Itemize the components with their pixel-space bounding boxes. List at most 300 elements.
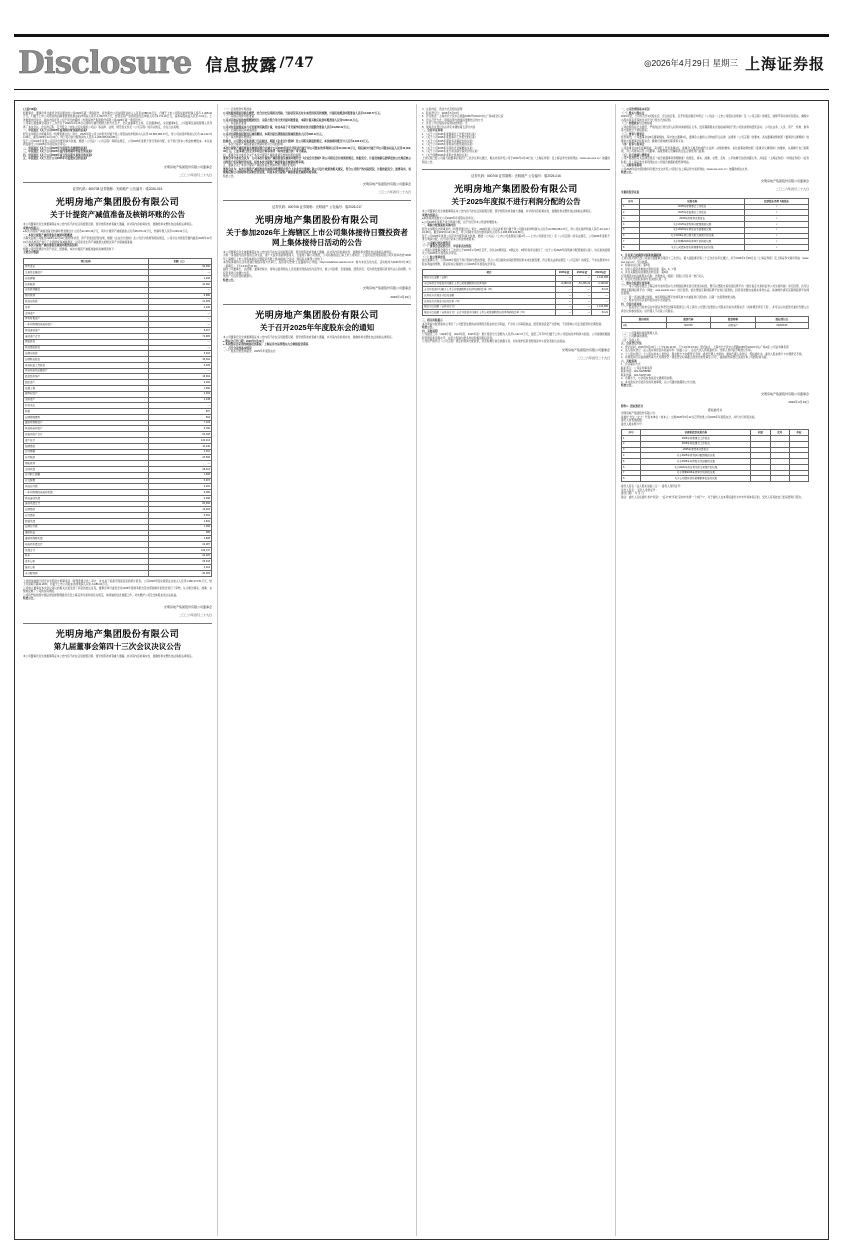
table-cell: 关于2025年度利润分配预案的议案	[640, 221, 745, 227]
table-cell: 2,106.80	[592, 281, 610, 287]
paragraph: （五）信息披露与透明度	[621, 153, 650, 157]
table-cell: 25,418	[148, 559, 211, 565]
paragraph: （二）独立董事意见	[422, 255, 446, 259]
table-cell: 7,102	[148, 420, 211, 426]
paragraph: 4、股权登记日：2026年5月15日	[422, 111, 460, 115]
paragraph: 2、《关于公司2025年度监事会工作报告的议案》	[422, 136, 478, 139]
announcement-title: 光明房地产集团股份有限公司	[255, 214, 379, 225]
table-cell: 预付款项	[24, 293, 149, 299]
paragraph: 一、公司治理的基本状况	[621, 108, 650, 111]
paragraph: 6、《关于公司2026年度日常关联交易预计的议案》	[422, 150, 480, 153]
paragraph: （四）监事与监事会	[621, 143, 645, 146]
paragraph: 公司最近三年（2023年度、2024年度、2025年度）累计现金分红金额为人民币1,142.37万元，最近三年年均归属于上市公司股东的净利润为负值。公司将继续根据经营情况和盈利水平，在符合利润分配条件时积极回报投资者。	[422, 333, 610, 340]
table-cell: √	[745, 216, 809, 222]
table-cell: 3,012	[148, 449, 211, 455]
table-header-cell: 股票简称	[711, 317, 756, 323]
paragraph: （四）长期股权投资减值准备	[223, 129, 257, 132]
table-cell: 使用权资产	[24, 391, 149, 397]
paragraph: 光明房地产集团股份有限公司：	[621, 412, 658, 416]
table-cell: 2025年度董事会工作报告	[641, 436, 751, 442]
table-cell: 1,806	[148, 472, 211, 478]
table-cell: —	[573, 304, 592, 310]
bullet: （一）股东会类型和届次：2025年年度股东会	[223, 350, 276, 354]
table-cell: 5,004	[148, 513, 211, 519]
paragraph: 联系传真：021-62257100	[621, 373, 651, 377]
announcement-subtitle: 关于计提资产减值准备及核销坏账的公告	[50, 210, 185, 220]
table-cell: 6,202	[148, 484, 211, 490]
disclaimer: 本公司董事会及全体董事保证本公告内容不存在任何虚假记载、误导性陈述或者重大遗漏，并对其内容的真实性、准确性和完整性依法承担法律责任。	[223, 336, 395, 340]
table-header-cell: 2024年度	[573, 270, 592, 276]
table-header-cell: 股票代码	[666, 317, 711, 323]
divider	[223, 200, 411, 201]
disclaimer: 本公司董事会及全体董事保证本公告内容不存在任何虚假记载、误导性陈述或者重大遗漏，并对其内容的真实性、准确性和完整性依法承担法律责任。	[223, 250, 395, 254]
paragraph: 特此公告。	[621, 171, 634, 174]
table-cell: 长期待摊费用	[24, 414, 149, 420]
paragraph: 三、审议通过《关于公司2025年度内部控制评价报告的议案》	[23, 150, 94, 153]
table-header-cell: 投票股东类型 A股股东	[745, 198, 809, 204]
column-4	[615, 104, 814, 1236]
paragraph: 2、特别决议议案：第7项	[621, 264, 650, 268]
table-cell: —	[573, 298, 592, 304]
table-cell: 54.22	[592, 287, 610, 293]
table-cell: -30,383	[148, 571, 211, 577]
table-cell: √	[745, 210, 809, 216]
paragraph: 4、异地股东可以信函或传真方式办理登记（须在登记时间截止前送达或传真至公司），信函或传真登记以抵达本公司的时间为准。	[621, 356, 769, 360]
table-header-cell: 2025年度	[556, 270, 573, 276]
table-cell: 其他非流动资产	[24, 426, 149, 432]
signature: 光明房地产集团股份有限公司董事会	[362, 286, 411, 291]
bullet: ● 股东会召开日期：2026年5月22日	[223, 339, 264, 343]
signature: 光明房地产集团股份有限公司董事会	[760, 178, 809, 183]
attachment-heading: 附件1：授权委托书	[621, 404, 644, 408]
table-cell: 6	[622, 233, 640, 239]
paragraph: 4、涉及关联股东回避表决的议案：第6项	[621, 271, 668, 275]
table-cell: 106,747	[148, 547, 211, 553]
paragraph: 2、会期半天，与会股东食宿及交通费用自理。	[621, 377, 675, 381]
paragraph: 公司第九届董事会第四十三次会议于2026年4月28日以现场与通讯相结合的方式召开，会议由董事长主持，应到董事9名，实到董事9名，公司监事及高级管理人员列席了本次会议。会议的召集、召开符合《中华人民共和国公司法》等法律、法规、规范性文件及《公司章程》的有关规定，会议合法有效。	[23, 122, 212, 129]
table-cell: —	[148, 316, 211, 322]
paragraph: （三）股东对所有议案均表决完毕才能提交。	[621, 299, 673, 303]
table-cell: 未分配利润	[24, 571, 149, 577]
paragraph: 二、本次计提资产减值准备及核销坏账情况说明	[23, 244, 78, 248]
table-cell: 股本	[24, 553, 149, 559]
paragraph: （一）股东与股东会	[621, 111, 645, 115]
paragraph: 6、会议召开方式：现场投票与网络投票相结合的方式	[422, 118, 484, 122]
paragraph: ●本次计提资产减值准备及核销坏账金额合计人民币42,309.46万元，其中计提资产减值准备人民币38,970.22万元，核销坏账人民币3,339.24万元。	[23, 230, 191, 234]
table-cell: 5,160	[148, 426, 211, 432]
table-cell: 非流动资产合计	[24, 432, 149, 438]
table-cell: 12,003	[148, 507, 211, 513]
paragraph: 董事会认为：本次计提资产减值准备及核销坏账遵照并符合《企业会计准则》和公司会计政策的相关规定，符合公司资产的实际情况，计提依据充分，能够真实、客观地反映公司的财务状况和经营成果，同意本次计提资产减值准备及核销坏账事项。	[223, 167, 411, 174]
table-header-cell: 项目	[423, 270, 556, 276]
column-2	[217, 104, 416, 1236]
paragraph: 特此公告。	[23, 597, 36, 601]
paragraph: 上述议案已经公司第九届董事会第四十三次会议审议通过，相关内容详见公司于2026年4月29日在《上海证券报》及上海证券交易所网站（www.sse.com.cn）披露的相关公告。	[422, 157, 610, 164]
table-cell: 长期借款	[24, 507, 149, 513]
paragraph: 备注：委托人应在委托书中"同意"、"反对"或"弃权"意向中选择一个并打"√"，对于委托人在本授权委托书中未作具体指示的，受托人有权按自己的意愿进行表决。	[621, 495, 804, 499]
table-cell: 关于公司债券受托管理事务报告的议案	[640, 245, 745, 251]
table-cell: —	[592, 298, 610, 304]
table-cell: 关于2025年年度报告及摘要的议案	[640, 227, 745, 233]
paragraph: 经安永华明会计师事务所（特殊普通合伙）审计，2025年度公司合并报表归属于母公司股东的净利润为人民币-62,860,384.37元，母公司实现净利润人民币-32,132,724.28元，截至2025年12月31日，母公司可供分配利润为人民币-1,208,305,944.86元。	[23, 132, 212, 139]
divider	[223, 304, 411, 305]
table-cell: 2025年度董事会工作报告	[640, 204, 745, 210]
paragraph: 3、个人股东登记：个人股东持本人身份证、股东账户卡办理登记手续；委托代理人出席的，须持代理人身份证、授权委托书、委托人股东账户卡办理登记手续。	[621, 352, 805, 356]
table-cell: 现金分红总额（含其他方式）	[423, 304, 556, 310]
table-cell: 流动资产合计	[24, 333, 149, 339]
table-cell: √	[745, 227, 809, 233]
table-cell: 商誉	[24, 409, 149, 415]
table-cell: 递延所得税负债	[24, 536, 149, 542]
column-container	[18, 104, 825, 1236]
table-cell: A股	[622, 323, 667, 329]
table-cell: 合同负债	[24, 466, 149, 472]
paragraph: 特此公告。	[621, 384, 634, 388]
paragraph: 特此公告。	[223, 174, 236, 178]
table-cell: 递延收益	[24, 530, 149, 536]
table-cell: 短期借款	[24, 443, 149, 449]
table-cell: 45,610	[148, 357, 211, 363]
financial-data-table	[23, 258, 212, 577]
paragraph: 公司对长期股权投资进行减值测试，本期计提长期股权投资减值准备人民币298.12万元。	[223, 132, 325, 136]
table-header-cell: 非累积投票议案名称	[641, 430, 751, 436]
table-cell: 光明地产	[711, 323, 756, 329]
paragraph: 公司将严格执行《公司章程》规定的利润分配政策，并及时履行信息披露义务，切实保护投资者特别是中小投资者的合法权益。	[422, 340, 568, 344]
table-cell: 1,060	[148, 524, 211, 530]
table-cell: 1,660	[148, 386, 211, 392]
paragraph: 应回避表决的关联股东名称：光明食品（集团）有限公司及其一致行动人	[621, 274, 704, 278]
signature-date: 2026年4月29日	[390, 294, 411, 299]
table-cell: 以其他方式现金分红的比率（%）	[423, 298, 556, 304]
table-cell: 1,208	[148, 276, 211, 282]
table-cell: 28,613	[148, 466, 211, 472]
table-cell: 4	[622, 221, 640, 227]
table-cell: 7	[622, 239, 640, 245]
table-cell: 6	[622, 464, 641, 470]
table-cell	[751, 476, 770, 482]
table-cell: 盈余公积	[24, 565, 149, 571]
table-cell: 应付职工薪酬	[24, 472, 149, 478]
paragraph: 兹委托 先生（女士）代表本单位（或本人）出席2026年5月22日召开的贵公司2025年年度股东会，并代为行使表决权。	[621, 415, 757, 419]
paragraph: 五、审议通过《关于召开公司2025年年度股东会的议案》	[23, 157, 89, 160]
table-cell: —	[148, 345, 211, 351]
paragraph: 委托日期： 年 月 日	[621, 492, 644, 496]
announcement-title: 光明房地产集团股份有限公司	[55, 197, 180, 208]
table-cell: 合同资产	[24, 310, 149, 316]
table-cell: 交易性金融资产	[24, 270, 149, 276]
paragraph: 四、董事会审计委员会关于本次计提资产减值准备及核销坏账的说明	[223, 153, 301, 157]
table-cell: 8	[622, 245, 640, 251]
paragraph: 委托人股东账户号：	[621, 422, 645, 426]
paragraph: 公司控股股东行为规范，严格依法行使出资人权利并承担相应义务，没有超越股东会直接或间接干预公司的决策和经营活动。公司在业务、人员、资产、机构、财务等方面独立于控股股东。	[621, 125, 809, 132]
paragraph: 重要内容提示：	[422, 213, 441, 217]
table-cell: 62,308	[148, 432, 211, 438]
paragraph: （三）董事与董事会	[621, 132, 645, 136]
table-cell: 62,450	[148, 264, 211, 270]
table-cell: 资本公积	[24, 559, 149, 565]
paragraph: 三、本次计提资产减值准备及核销坏账对公司的影响	[223, 143, 283, 146]
table-cell: 关于2026年度日常关联交易预计的议案	[641, 464, 751, 470]
table-cell: 5,018	[148, 351, 211, 357]
table-cell: —	[148, 339, 211, 345]
paragraph: 为真实反映公司截至2025年12月31日的财务状况、资产价值及经营成果，根据《企业会计准则》及公司会计政策等相关规定，公司对合并报表范围内截至2025年12月31日的各类资产进行了全面清查和减值测试，对可能发生资产减值损失的相关资产计提减值准备。	[23, 237, 212, 244]
table-cell: 71,905	[148, 333, 211, 339]
table-cell: 8	[622, 476, 641, 482]
table-header-cell: 弃权	[789, 430, 808, 436]
paragraph: 公司按照预期信用损失模型，结合历史信用损失经验、当前状况以及对未来经济状况的预测，计提应收账款坏账准备人民币13,208.77万元。	[223, 111, 383, 115]
table-caption: 主要会计数据	[23, 251, 39, 255]
table-cell: 10,440	[148, 443, 211, 449]
table-cell: 应付债券	[24, 513, 149, 519]
table-cell: 货币资金	[24, 264, 149, 270]
paragraph: 1、《关于公司2025年度董事会工作报告的议案》	[422, 132, 478, 136]
paragraph: 为进一步加强与投资者的互动交流，使广大投资者能够更深入、全面地了解公司情况，公司将参加由上海上市公司协会、上证所信息网络有限公司共同举办的"2026年上海辖区上市公司集体接待日暨投资者网上集体接待日"活动，现将有关事项公告如下：	[223, 254, 411, 261]
paragraph: （一）应收账款坏账准备	[223, 108, 252, 111]
table-cell: 44,063	[148, 281, 211, 287]
table-cell: 1,832	[148, 518, 211, 524]
table-cell: 流动负债合计	[24, 501, 149, 507]
table-cell: 2026/5/15	[755, 323, 808, 329]
paragraph: 独立董事认为，公司2025年度拟不进行利润分配的预案，符合公司目前的实际经营情况和未来发展需要，符合相关法律法规及《公司章程》的规定，不存在损害中小股东利益的情形，同意将该议案提交公司2025年年度股东会审议。	[422, 259, 610, 266]
paragraph: 上述财务数据已经安永华明会计师事务所（特殊普通合伙）审计，并出具了标准无保留意见的审计报告。公司2025年度实现营业总收入人民币1,380,172.51万元，较上年同期下降11.26%；归属于上市公司股东的净利润人民币-6,286.04万元。	[23, 579, 212, 587]
paragraph: （一）本公司股东通过上海证券交易所股东大会网络投票系统行使表决权的，既可以登陆交易系统投票平台（通过指定交易的证券公司交易终端）进行投票，也可以登陆互联网投票平台（网址：vote.sseinfo.com）进行投票。首次登陆互联网投票平台进行投票的，投资者需要完成股东身份认证。具体操作请见互联网投票平台网站说明。	[621, 285, 809, 296]
paragraph: （二）控股股东与上市公司	[621, 122, 653, 125]
table-row	[423, 310, 610, 316]
announcement-meta: 证券代码：600708 证券简称：光明地产 公告编号：临2026-015	[72, 187, 163, 192]
table-cell: 1,138	[148, 397, 211, 403]
continuation-note: (上接746版)	[23, 108, 37, 111]
paragraph: 一、本次计提资产减值准备及核销坏账概述	[23, 233, 73, 237]
announcement-meta: 证券代码：600708 证券简称：光明地产 公告编号：临2026-017	[272, 204, 362, 209]
table-cell: 投资性房地产	[24, 374, 149, 380]
table-cell: 债权投资	[24, 339, 149, 345]
table-header-cell: 2023年度	[592, 270, 610, 276]
disclaimer: 本公司董事会及全体董事保证本公告内容不存在任何虚假记载、误导性陈述或者重大遗漏，并对其内容的真实性、准确性和完整性依法承担法律责任。	[23, 223, 195, 227]
table-cell: 1,808	[148, 536, 211, 542]
table-cell: 现金分红总额（含其他方式）占合并报表中归属于上市公司普通股股东的净利润的比率（%）	[423, 310, 556, 316]
paragraph: 经安永华明会计师事务所（特殊普通合伙）审计，2025年度公司合并报表归属于母公司股东的净利润为人民币-62,860,384.37元，母公司实现净利润人民币-32,132,724.28元。截至2025年12月31日，母公司期末可供分配利润为人民币-1,208,305,944.86元。	[422, 227, 610, 234]
paragraph: 六、其他事项	[621, 359, 637, 363]
table-cell: 应付票据	[24, 449, 149, 455]
masthead-right-group	[644, 53, 829, 74]
table-cell: √	[745, 233, 809, 239]
paragraph: 委托人持普通股数：	[621, 419, 645, 423]
signature-date: 2026年4月29日	[788, 400, 809, 405]
bullet: ● 本次股东会采用的网络投票系统：上海证券交易所股东大会网络投票系统	[223, 343, 309, 347]
signature-date: 二〇二六年四月二十九日	[178, 172, 212, 177]
table-cell: 3	[622, 447, 641, 453]
table-cell: 22,087	[148, 542, 211, 548]
signature-date: 二〇二六年四月二十九日	[178, 613, 212, 618]
paragraph: （五）本次核销坏账情况	[223, 136, 252, 139]
table-header-cell: 反对	[770, 430, 789, 436]
table-header-cell: 金额（元）	[148, 258, 211, 264]
paragraph: （二）其他应收款坏账准备	[223, 115, 255, 118]
masthead-page-number: /747	[279, 55, 314, 71]
table-cell: √	[745, 245, 809, 251]
paragraph: 公司对存货按照成本与可变现净值孰低计量，对成本高于可变现净值的存货计提跌价准备人民币19,860.02万元。	[223, 125, 352, 129]
table-cell: 递延所得税资产	[24, 420, 149, 426]
table-cell: 在建工程	[24, 386, 149, 392]
signature-date: 二〇二六年四月二十九日	[775, 186, 809, 191]
signature: 光明房地产集团股份有限公司董事会	[760, 391, 809, 396]
table-cell: —	[148, 403, 211, 409]
table-header-cell: 股份类别	[622, 317, 667, 323]
paragraph: 四、审议通过《关于公司2026年度日常关联交易预计的议案》	[23, 153, 94, 157]
announcement-title: 光明房地产集团股份有限公司	[255, 310, 379, 321]
table-cell: 20,506	[148, 455, 211, 461]
table-cell: 分红年度合并报表中归属于上市公司普通股股东的净利润	[423, 281, 556, 287]
paragraph: 委托人签名（法人股东加盖公章）： 委托人身份证号：	[621, 485, 683, 489]
paragraph: 受托人签名： 受托人身份证号：	[621, 488, 659, 492]
table-cell: 应收账款	[24, 281, 149, 287]
paragraph: 五、董事会关于本次计提资产减值准备及核销坏账合理性的说明	[223, 164, 296, 167]
table-cell: 开发支出	[24, 403, 149, 409]
table-cell: —	[573, 287, 592, 293]
paragraph: 7、《关于续聘2026年度审计机构的议案》	[422, 153, 470, 157]
paragraph: 二、会议审议事项	[422, 129, 443, 132]
table-cell: 一年内到期的非流动负债	[24, 490, 149, 496]
table-cell: 54.22	[592, 310, 610, 316]
paragraph: 报告期内，公司董事会由9名董事组成，其中独立董事3名，董事会人数和人员构成符合法律、法规和《公司章程》的要求。各位董事能够依照《董事会议事规则》的要求出席董事会和股东会，勤勉尽责地履行职责和义务。	[621, 136, 809, 143]
table-cell: 租赁负债	[24, 518, 149, 524]
table-cell: 1,142,365	[592, 304, 610, 310]
table-cell: 3,206	[148, 362, 211, 368]
paragraph: 公司监事会由3名监事组成，其中职工代表监事1名，监事会人数及构成符合法律、法规的要求。各位监事能够按照《监事会议事规则》的要求，认真履行自己的职责，对公司财务以及公司董事、高级管理人员履职的合法合规性进行监督。	[621, 146, 809, 153]
table-cell: —	[556, 275, 573, 281]
table-cell: 2	[622, 441, 641, 447]
table-cell: 9,002	[148, 380, 211, 386]
paragraph: 经核查，公司部分应收款项已无法收回，根据《企业会计准则》及公司相关制度的规定，本次核销坏账合计人民币3,339.24万元。	[223, 139, 371, 143]
announcement-title: 光明房地产集团股份有限公司	[55, 628, 180, 639]
paragraph: （一）董事会会议的召开、审议和表决情况	[422, 245, 472, 248]
paragraph: 7、涉及公开征集股东投票权的情况：无	[422, 122, 468, 125]
table-cell: 600708	[666, 323, 711, 329]
paragraph: 届时公司董事长、总经理、董事会秘书、财务总监等相关人员将通过网络在线交流形式，就公司治理、发展战略、经营状况、可持续发展等投资者所关心的问题，与投资者进行沟通与交流。	[223, 268, 411, 275]
paragraph: 联系电话：021-62258888	[621, 370, 651, 374]
table-cell: √	[745, 239, 809, 245]
paragraph: 1、登记时间：2026年5月20日（上午9:00-11:00，下午13:30-16:30）登记地点：上海市长宁区中山西路1065号SOHO中山广场A座 公司证券事务部	[621, 345, 789, 349]
table-cell: 应收票据	[24, 276, 149, 282]
table-cell: 以其他方式现金分红的金额	[423, 293, 556, 299]
table-cell: 现金分红金额（含税）	[423, 275, 556, 281]
paragraph: 根据公司经营情况与资产状况，经测算，本次计提资产减值准备的具体情况如下：	[23, 247, 117, 251]
paragraph: 公司对其他应收款按照账龄组合、关联方组合等分类计提坏账准备，本期计提其他应收款坏账准备人民币5,602.31万元。	[223, 118, 361, 122]
paragraph: 联系部门：公司证券事务部	[621, 366, 653, 370]
table-cell: 380	[148, 530, 211, 536]
record-date-table	[621, 316, 809, 329]
paragraph: 本次计提资产减值准备及核销坏账合计减少公司2025年度合并报表归属于母公司股东的净利润人民币42,309.46万元，相应减少归属于母公司股东权益人民币42,309.46万元。上述事项已经安永华明会计师事务所（特殊普通合伙）审计确认。	[223, 146, 411, 153]
paragraph: 1、会议联系方式	[621, 363, 641, 367]
announcement-subtitle: 关于召开2025年年度股东会的通知	[259, 323, 375, 333]
table-cell: 1	[622, 436, 641, 442]
table-cell: —	[573, 293, 592, 299]
paragraph: （三）存货跌价准备	[223, 122, 247, 125]
table-cell: 2	[622, 210, 640, 216]
paragraph: 董事会审计委员会认为：公司本次计提资产减值准备及核销坏账符合《企业会计准则》和公司相关会计政策的规定，依据充分，计提及核销后能够更加公允地反映公司的资产状况和经营成果，同意本次计提资产减值准备及核销坏账事项。	[223, 157, 411, 164]
table-cell: 关于续聘2026年度审计机构的议案	[640, 239, 745, 245]
table-cell: 关于2025年度利润分配预案的议案	[641, 453, 751, 459]
paragraph: 本次利润分配预案综合考虑了公司经营发展的实际情况及股东的长远利益，不会对公司每股收益、经营现金流量产生影响，不会影响公司正常经营和长期发展。	[422, 322, 604, 326]
table-cell: —	[556, 310, 573, 316]
disclaimer: 本公司董事会及全体董事保证本公告内容不存在任何虚假记载、误导性陈述或者重大遗漏，并对其内容的真实性、准确性和完整性依法承担法律责任。	[23, 654, 195, 658]
table-row	[622, 323, 809, 329]
table-cell: 预收款项	[24, 461, 149, 467]
paragraph: 4、《关于公司2025年度利润分配预案的议案》	[422, 143, 475, 146]
table-cell: 其他流动资产	[24, 328, 149, 334]
table-cell: 3	[622, 216, 640, 222]
bullet: 一、召开会议的基本情况	[223, 346, 252, 350]
table-cell: 803	[148, 414, 211, 420]
table-cell: 占合并报表中归属于上市公司普通股股东的净利润的比率（%）	[423, 287, 556, 293]
table-cell	[789, 476, 808, 482]
table-cell: 16,904	[148, 374, 211, 380]
paragraph: 四、会议出席对象	[621, 302, 642, 306]
table-header-cell: 议案名称	[640, 198, 745, 204]
table-cell: —	[148, 322, 211, 328]
table-cell: —	[148, 461, 211, 467]
table-cell: 2,015	[148, 391, 211, 397]
divider	[23, 623, 212, 624]
announcement-title: 光明房地产集团股份有限公司	[454, 184, 578, 194]
table-caption: 非累积投票议案	[621, 191, 640, 195]
paragraph: 3、对中小投资者单独计票的议案：第4、6、7项	[621, 267, 677, 271]
table-cell: 长期应收款	[24, 351, 149, 357]
paragraph: 重要内容提示：	[23, 226, 42, 230]
table-cell: 关于2026年度日常关联交易预计的议案	[640, 233, 745, 239]
paragraph: 特此公告。	[223, 278, 236, 282]
paragraph: 公司独立董事对本次会议审议的相关议案发表了同意的独立意见，董事会审计委员会对2025年度财务报告及内部控制评价报告进行了审核，认为报告真实、准确、完整地反映了公司的实际情况。	[23, 586, 212, 594]
paragraph: （四）其他人员。	[621, 338, 642, 342]
table-cell: 5	[622, 227, 640, 233]
table-cell: 2,008	[148, 495, 211, 501]
table-cell: -6,286.04	[556, 281, 573, 287]
paragraph: 上述议案1至8已经公司第九届董事会第四十三次会议、第九届监事会第二十五次会议审议通过，并于2026年4月29日在《上海证券报》及上海证券交易所网站（www.sse.com.cn）予以披露。	[621, 257, 809, 264]
paragraph: （二）公司董事和高级管理人员。	[621, 331, 660, 335]
table-header-cell: 同意	[751, 430, 770, 436]
table-cell: √	[745, 221, 809, 227]
table-cell: 4,230	[148, 305, 211, 311]
table-header-cell: 项目名称	[24, 258, 149, 264]
column-3	[416, 104, 615, 1236]
divider	[422, 169, 610, 170]
table-cell: 长期应付款	[24, 524, 149, 530]
table-cell: 2025年度监事会工作报告	[641, 441, 751, 447]
table-cell: 其他权益工具投资	[24, 362, 149, 368]
paragraph: 3、本次股东会可能涉及的其他事项，以公司届时披露的公告为准。	[621, 380, 698, 384]
table-cell: —	[573, 275, 592, 281]
paragraph: 五、会议登记方法	[621, 342, 642, 346]
paragraph: 鉴于公司2025年度母公司可供分配利润为负数，根据《公司法》《公司章程》等相关规定，公司2025年度拟不进行利润分配，也不进行资本公积金转增股本。本议案尚需提交公司2025年年度股东会审议。	[23, 139, 212, 146]
table-cell: 2025年度财务决算报告	[641, 447, 751, 453]
announcement-subtitle: 第九届董事会第四十三次会议决议公告	[53, 641, 182, 651]
announcement-subtitle: 关于参加2026年上海辖区上市公司集体接待日暨投资者网上集体接待日活动的公告	[226, 227, 408, 247]
voting-agenda-table	[621, 198, 809, 251]
paragraph: 公司第九届董事会第四十三次会议于2026年4月28日召开，会议以9票同意、0票反对、0票弃权审议通过了《关于公司2025年度利润分配预案的议案》，该议案尚需提交公司2025年年度股东会审议。	[422, 248, 610, 255]
table-cell: 2025年度监事会工作报告	[640, 210, 745, 216]
paragraph: 二、公司履行的决策程序	[422, 241, 451, 245]
table-cell: 其他债权投资	[24, 345, 149, 351]
signature: 光明房地产集团股份有限公司董事会	[362, 182, 411, 186]
paragraph: 欢迎广大投资者积极参与。	[223, 275, 255, 279]
paragraph: 三、相关风险提示	[422, 319, 443, 323]
paragraph: 5、涉及优先股股东参与表决的议案：无	[621, 278, 667, 282]
masthead-logo: Disclosure	[18, 45, 192, 81]
table-cell: 关于公司债券受托管理事务报告的议案	[641, 476, 751, 482]
paragraph: 四、其他说明	[422, 329, 438, 333]
table-cell: 1,142,365	[592, 275, 610, 281]
table-cell: 应付账款	[24, 455, 149, 461]
